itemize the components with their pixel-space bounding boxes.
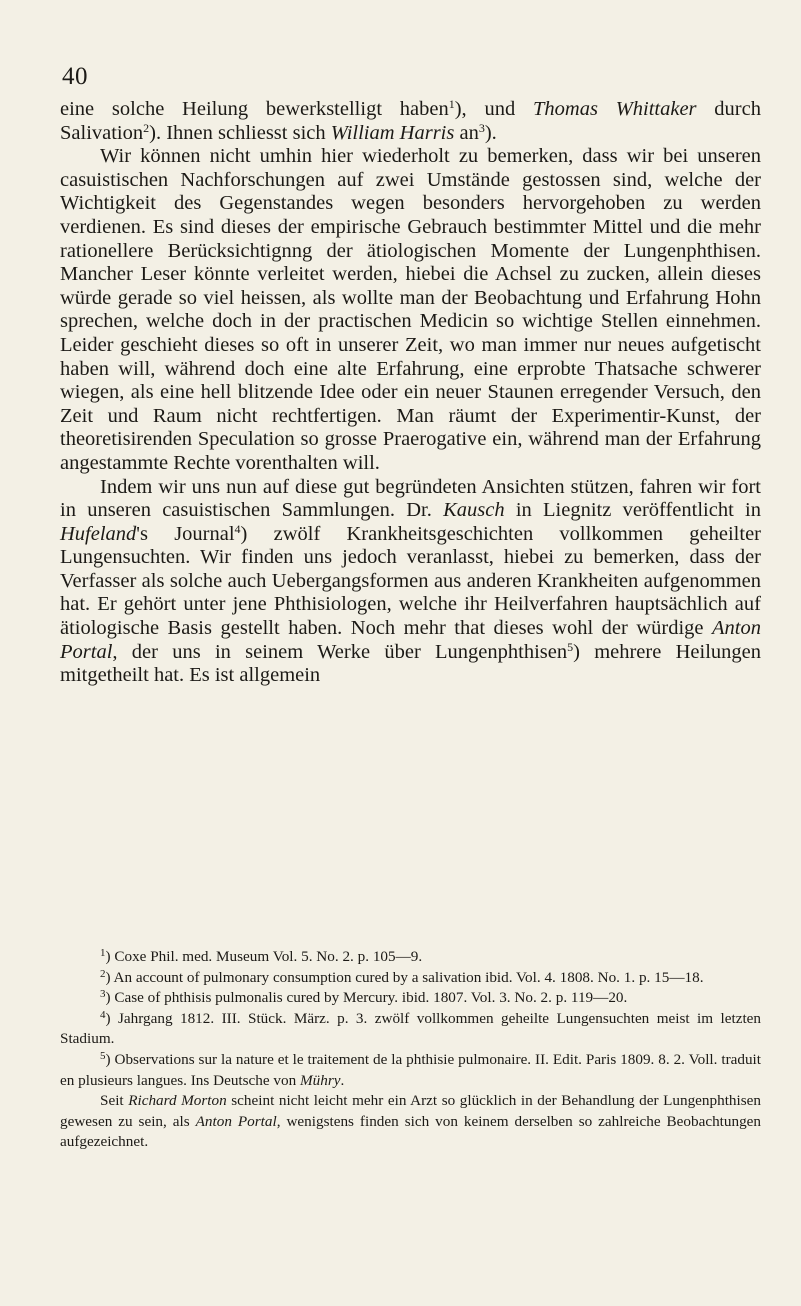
page-number: 40 xyxy=(62,63,88,90)
text: , der uns in seinem Werke über Lungenphthisen xyxy=(112,640,568,663)
footnote-mark: 4 xyxy=(100,1008,106,1021)
footnote-1 xyxy=(60,947,761,968)
footnote-mark: 2 xyxy=(100,967,106,980)
text: in Liegnitz veröffentlicht in xyxy=(504,499,761,522)
footnotes xyxy=(60,947,761,1153)
paragraph-3 xyxy=(60,476,761,688)
footnote-4 xyxy=(60,1009,761,1050)
footnote-text: scheint nicht leicht mehr ein Arzt so glücklich in der Behandlung der Lungenphthisen gewesen zu sein, als xyxy=(60,1092,761,1130)
footnote-mark: 1 xyxy=(100,947,106,959)
footnote-ref: 4 xyxy=(234,521,241,536)
text: eine solche Heilung bewerkstelligt haben xyxy=(60,98,449,120)
text: ), und xyxy=(454,98,533,120)
footnote-text: ) Coxe Phil. med. Museum Vol. 5. No. 2. p. 105—9. xyxy=(105,948,423,965)
footnote-mark: 5 xyxy=(100,1049,106,1062)
footnote-ref: 2 xyxy=(143,120,150,135)
footnote-text: ) An account of pulmonary consumption cured by a salivation ibid. Vol. 4. 1808. No. 1. p. 15—18. xyxy=(105,968,704,986)
paragraph-1 xyxy=(60,98,761,145)
text: an xyxy=(454,121,479,144)
footnote-ref: 3 xyxy=(478,120,485,135)
footnote-text: , wenigstens finden sich von keinem derselben so zahlreiche Beobachtungen aufgezeichnet. xyxy=(60,1112,762,1151)
footnote-text: ) Observations sur la nature et le traitement de la phthisie pulmonaire. II. Edit. Paris 1809. 8. 2. Voll. traduit en plusieurs langues. Ins Deutsche von xyxy=(60,1050,761,1089)
text: ). xyxy=(484,121,497,144)
footnote-3 xyxy=(60,988,761,1009)
text: 's Journal xyxy=(136,522,235,545)
body-text xyxy=(60,98,761,688)
footnote-5 xyxy=(60,1050,761,1091)
text: ) mehrere Heilungen mitgetheilt hat. Es ist allgemein xyxy=(60,640,761,687)
footnote-text: Seit xyxy=(100,1092,129,1110)
person-name: Hufeland xyxy=(60,522,137,545)
footnote-5-continued xyxy=(60,1091,761,1153)
person-name: Kausch xyxy=(443,499,505,522)
footnote-2 xyxy=(60,968,761,989)
person-name: Anton Portal xyxy=(195,1112,277,1130)
person-name: William Harris xyxy=(330,121,455,144)
footnote-text: ) Case of phthisis pulmonalis cured by Mercury. ibid. 1807. Vol. 3. No. 2. p. 119—20. xyxy=(105,989,628,1007)
footnote-text: . xyxy=(340,1071,345,1089)
person-name: Thomas Whittaker xyxy=(532,98,697,120)
footnote-ref: 5 xyxy=(567,639,574,654)
text: ) zwölf Krankheitsgeschichten vollkommen geheilter Lungensuchten. Wir finden uns jedoch veranlasst, hiebei zu bemerken, dass der Verfasser als solche auch Uebergangsformen aus anderen Krankheiten aufgenommen hat. Er gehört unter jene Phthisiologen, welche ihr Heilverfahren hauptsächlich auf ätiologische Basis gestellt haben. Noch mehr that dieses wohl der würdige xyxy=(60,522,761,640)
person-name: Richard Morton xyxy=(128,1092,227,1110)
text: durch Salivation xyxy=(60,98,761,144)
text: ). Ihnen schliesst sich xyxy=(149,121,331,144)
footnote-text: ) Jahrgang 1812. III. Stück. März. p. 3. zwölf vollkommen geheilte Lungensuchten meist im letzten Stadium. xyxy=(60,1009,761,1048)
person-name: Anton Portal xyxy=(60,617,761,663)
text: Indem wir uns nun auf diese gut begründeten Ansichten stützen, fahren wir fort in unseren casuistischen Sammlungen. Dr. xyxy=(60,475,761,522)
footnote-mark: 3 xyxy=(100,988,106,1001)
footnote-ref: 1 xyxy=(448,97,455,111)
person-name: Mühry xyxy=(300,1071,341,1089)
paragraph-2: Wir können nicht umhin hier wiederholt zu bemerken, dass wir bei unseren casuistischen Nachforschungen auf zwei Umstände gestossen sind, welche der Wichtigkeit des Gegenstandes wegen besonders hervorgehoben zu werden verdienen. Es sind dieses der empirische Gebrauch bestimmter Mittel und die mehr rationellere Berücksichtignng der ätiologischen Momente der Lungenphthisen. Mancher Leser könnte verleitet werden, hiebei die Achsel zu zucken, allein dieses würde gerade so viel heissen, als wollte man der Beobachtung und Erfahrung Hohn sprechen, welche doch in der practischen Medicin so wichtige Stellen einnehmen. Leider geschieht dieses so oft in unserer Zeit, wo man immer nur neues aufgetischt haben will, während doch eine alte Erfahrung, eine erprobte Thatsache schwerer wiegen, als eine hell blitzende Idee oder ein neuer Staunen erregender Versuch, den Zeit und Raum nicht rechtfertigen. Man räumt der Experimentir-Kunst, der theoretisirenden Speculation so grosse Praerogative ein, während man der Erfahrung angestammte Rechte vorenthalten will. xyxy=(60,145,761,474)
